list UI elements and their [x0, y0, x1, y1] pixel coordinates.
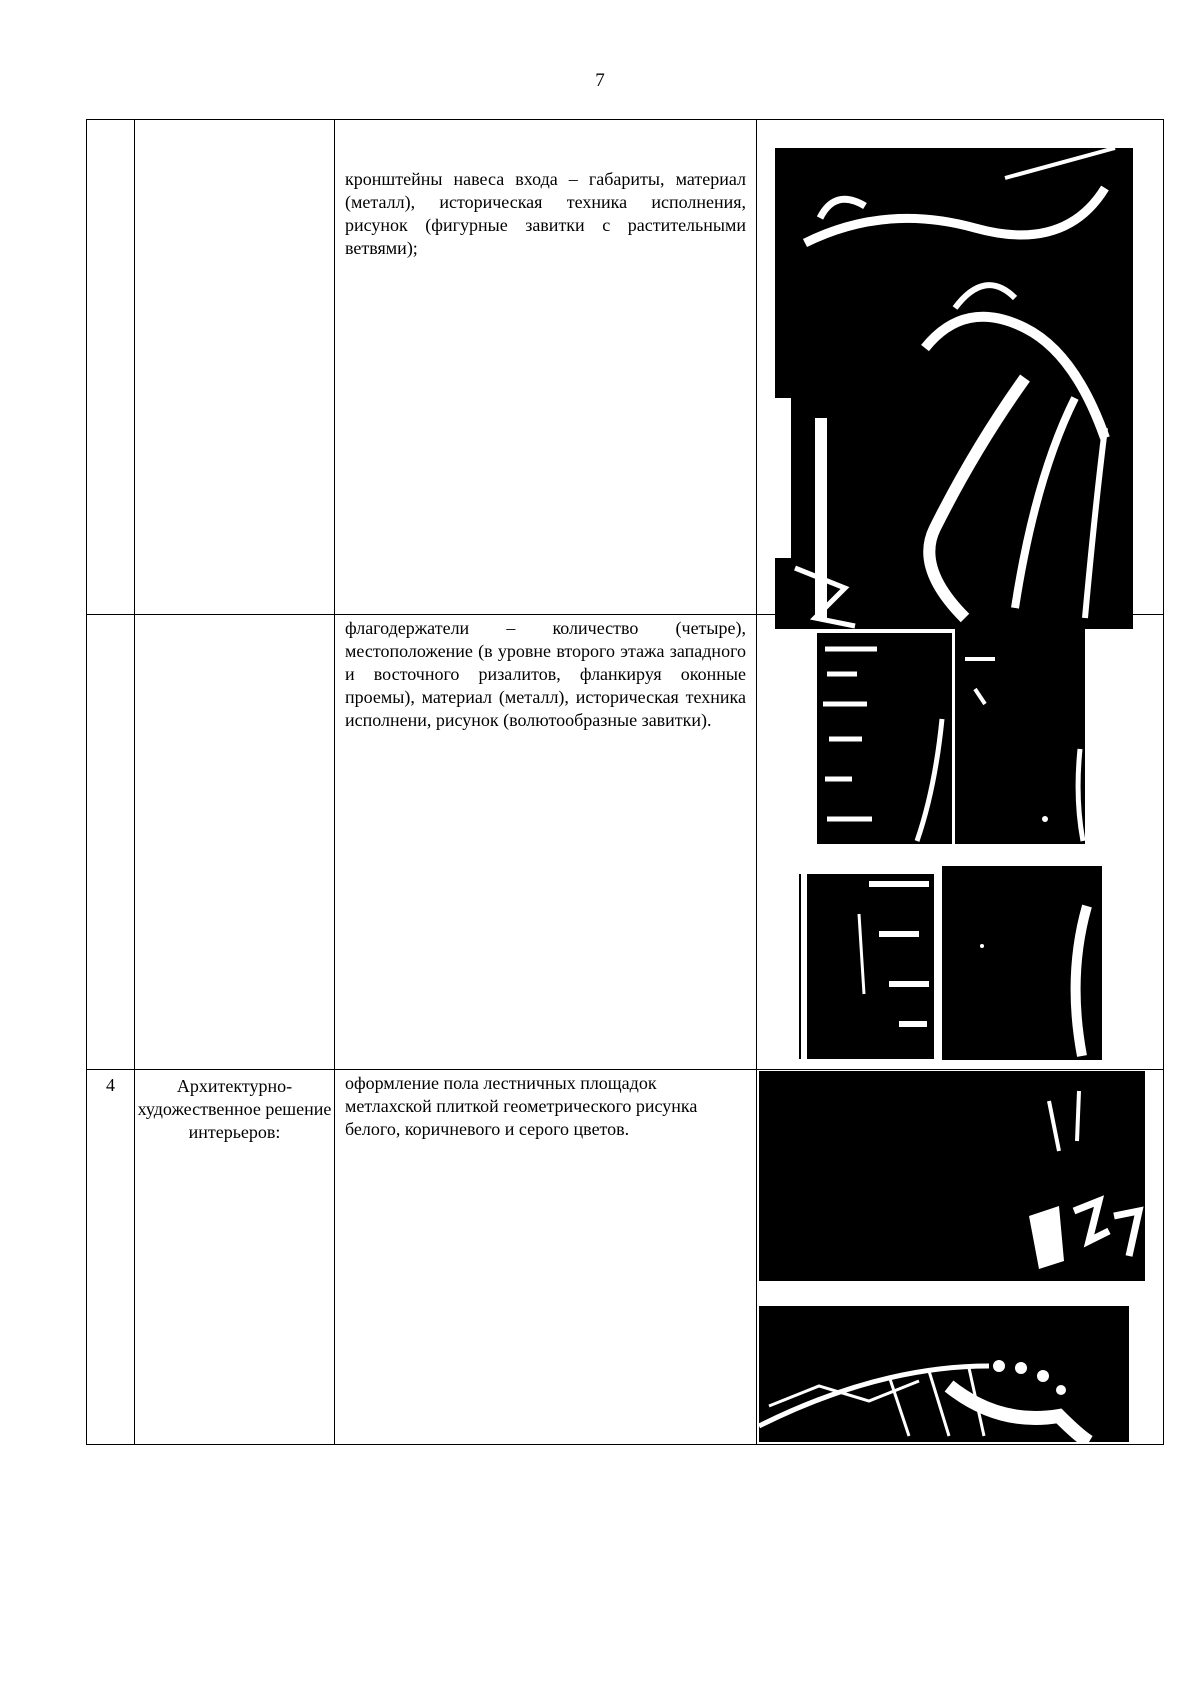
row-number-cell: [87, 120, 135, 615]
page-number: 7: [595, 70, 605, 91]
description-cell: [335, 1070, 757, 1445]
bracket-description: кронштейны навеса входа – габариты, материал (металл), историческая техника исполнения, рисунок (фигурные завитки с растительными ветвями);: [345, 169, 746, 258]
table-row: [87, 120, 1164, 615]
section-cell: [135, 120, 335, 615]
monument-features-table: [86, 119, 1164, 1445]
photo-flagholder-icon: [799, 874, 934, 1059]
photo-flagholder-icon: [942, 866, 1102, 1060]
row-number: 4: [106, 1075, 115, 1095]
table-row: [87, 1070, 1164, 1445]
section-title: Архитектурно-художественное решение интерьеров:: [137, 1076, 332, 1142]
floor-description: оформление пола лестничных площадок метлахской плиткой геометрического рисунка белого, коричневого и серого цветов.: [345, 1073, 698, 1139]
table-row: [87, 615, 1164, 1070]
flagholder-description: флагодержатели – количество (четыре), местоположение (в уровне второго этажа западного и восточного ризалитов, фланкируя оконные проемы), материал (металл), историческая техника исполнени, рисунок (волютообразные завитки).: [345, 618, 746, 730]
photo-cell: [757, 1070, 1164, 1445]
description-cell: [335, 120, 757, 615]
row-number-cell: [87, 1070, 135, 1445]
photo-flagholder-icon: [955, 629, 1085, 844]
photo-floor-tile-icon: [759, 1306, 1145, 1442]
description-cell: [335, 615, 757, 1070]
photo-cell: [757, 120, 1164, 615]
section-cell: [135, 1070, 335, 1445]
photo-bracket-icon: [775, 148, 1133, 629]
photo-flagholder-icon: [817, 629, 952, 844]
row-number-cell: [87, 615, 135, 1070]
photo-cell: [757, 615, 1164, 1070]
photo-floor-tile-icon: [759, 1071, 1145, 1281]
section-cell: [135, 615, 335, 1070]
